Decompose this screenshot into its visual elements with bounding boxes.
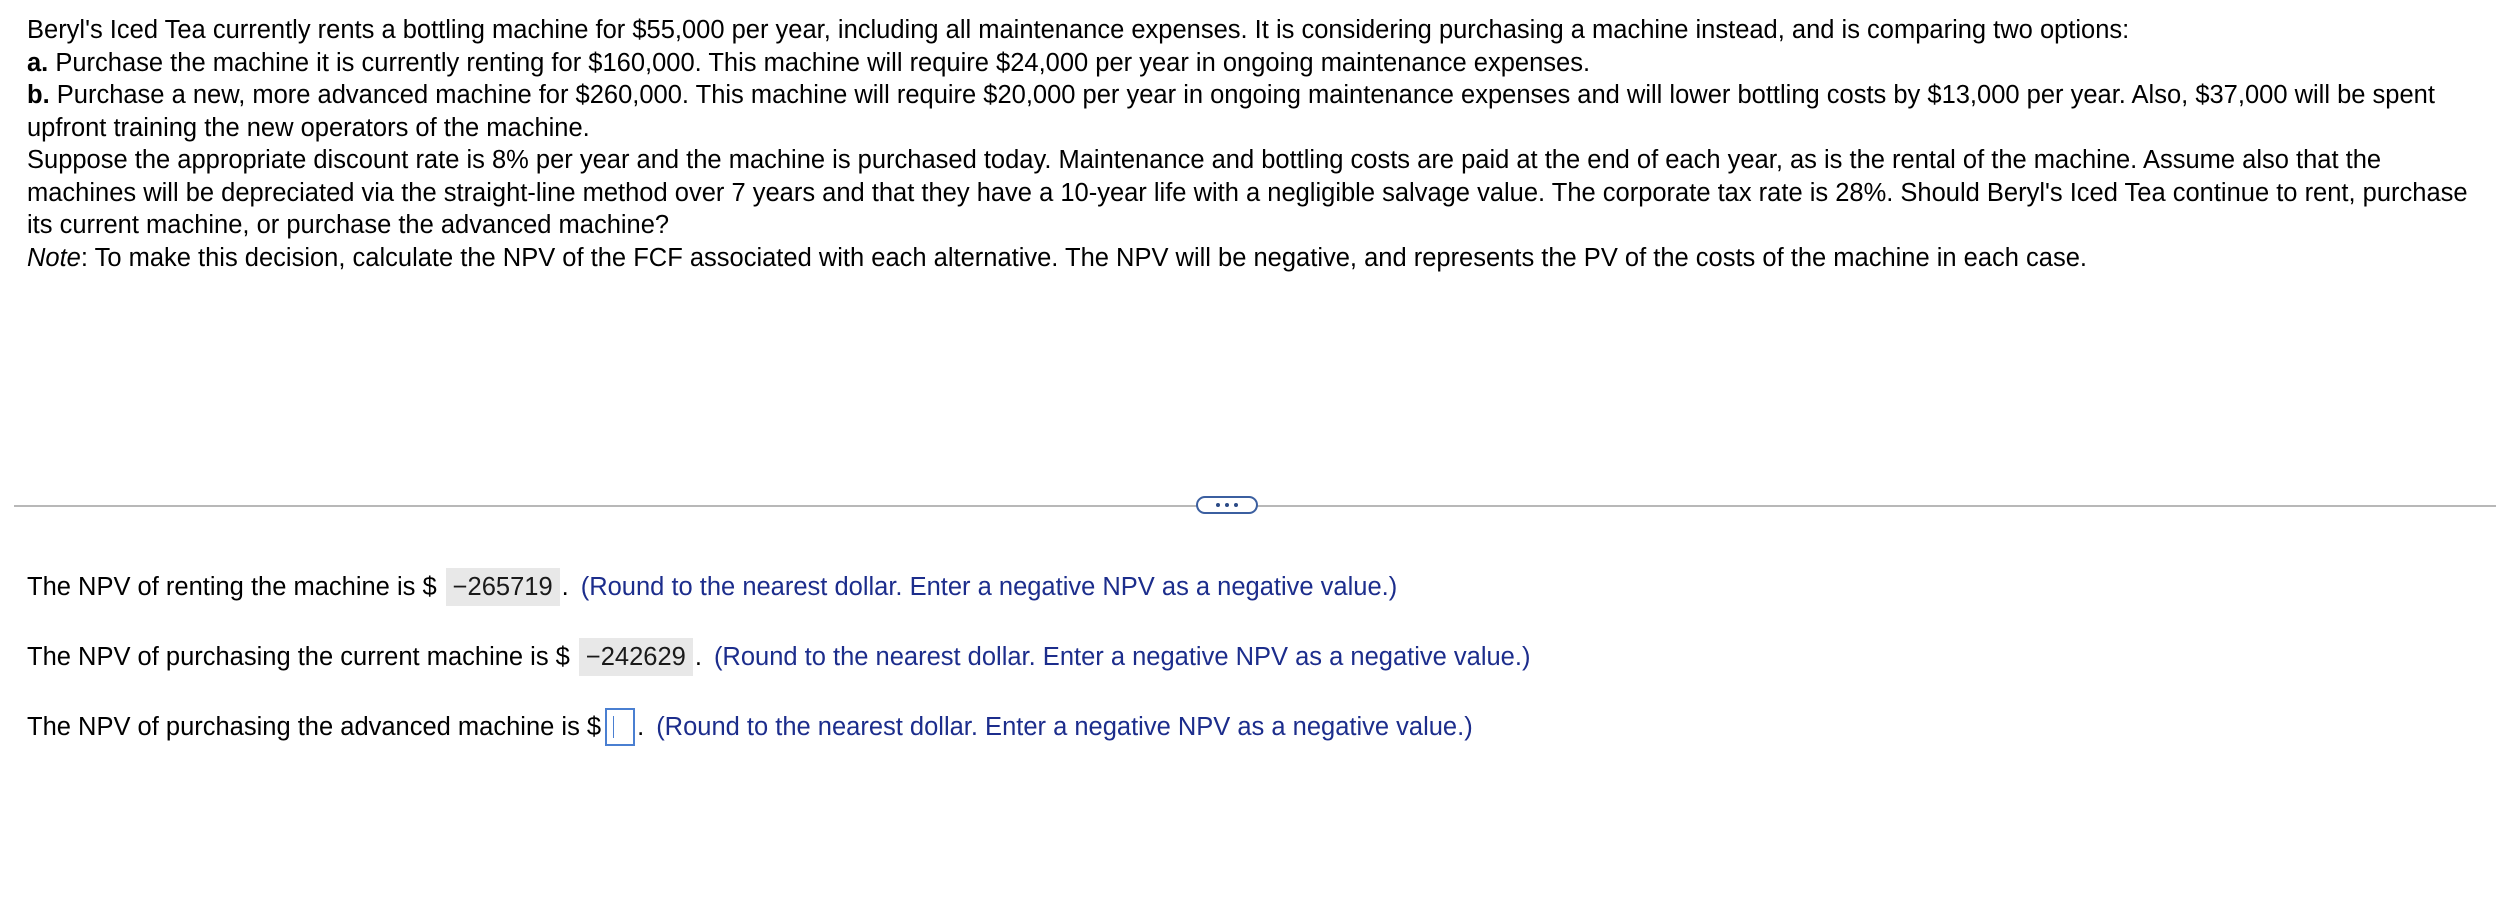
option-a xyxy=(27,47,2497,80)
answer-purchase-advanced-period: . xyxy=(637,713,645,741)
answer-purchase-current-value[interactable]: −242629 xyxy=(579,638,693,676)
answer-purchase-current xyxy=(27,638,1530,676)
answer-rent-period: . xyxy=(561,573,569,601)
answer-rent-prefix: The NPV of renting the machine is $ xyxy=(27,573,437,601)
answer-purchase-current-hint: (Round to the nearest dollar. Enter a negative NPV as a negative value.) xyxy=(713,643,1531,671)
answer-rent-hint: (Round to the nearest dollar. Enter a negative NPV as a negative value.) xyxy=(580,573,1398,601)
note-text: : To make this decision, calculate the NPV of the FCF associated with each alternative. The NPV will be negative, and represents the PV of the costs of the machine in each case. xyxy=(80,243,2088,272)
option-b-label: b. xyxy=(27,81,50,109)
problem-assumptions: Suppose the appropriate discount rate is 8% per year and the machine is purchased today. Maintenance and bottling costs are paid at the end of each year, as is the rental of the machine. Assume also that the machines will be depreciated via the straight-line method over 7 years and that they have a 10-year life with a negligible salvage value. The corporate tax rate is 28%. Should Beryl's Iced Tea continue to rent, purchase its current machine, or purchase the advanced machine? xyxy=(27,146,2468,239)
answer-purchase-advanced-hint: (Round to the nearest dollar. Enter a negative NPV as a negative value.) xyxy=(656,713,1473,741)
note-label: Note xyxy=(27,243,81,272)
problem-statement xyxy=(27,14,2497,274)
answer-rent-value[interactable]: −265719 xyxy=(446,568,560,606)
option-a-label: a. xyxy=(27,48,49,77)
problem-intro: Beryl's Iced Tea currently rents a bottling machine for $55,000 per year, including all maintenance expenses. It is considering purchasing a machine instead, and is comparing two options: xyxy=(27,16,2130,44)
problem-note xyxy=(27,242,2497,275)
option-b xyxy=(27,79,2497,144)
answer-rent xyxy=(27,568,1397,606)
answer-purchase-advanced-prefix: The NPV of purchasing the advanced machine is $ xyxy=(27,713,602,741)
answer-purchase-advanced-input[interactable] xyxy=(605,708,635,746)
option-b-text: Purchase a new, more advanced machine for $260,000. This machine will require $20,000 per year in ongoing maintenance expenses and will lower bottling costs by $13,000 per year. Also, $37,000 will be spent upfront training the new operators of the machine. xyxy=(27,81,2435,142)
expand-button[interactable] xyxy=(1196,496,1258,514)
more-dots-icon xyxy=(1216,503,1238,507)
answer-purchase-advanced xyxy=(27,708,1473,746)
answer-purchase-current-prefix: The NPV of purchasing the current machine is $ xyxy=(27,643,570,671)
option-a-text: Purchase the machine it is currently renting for $160,000. This machine will require $24,000 per year in ongoing maintenance expenses. xyxy=(48,48,1591,77)
answer-purchase-current-period: . xyxy=(694,643,702,671)
